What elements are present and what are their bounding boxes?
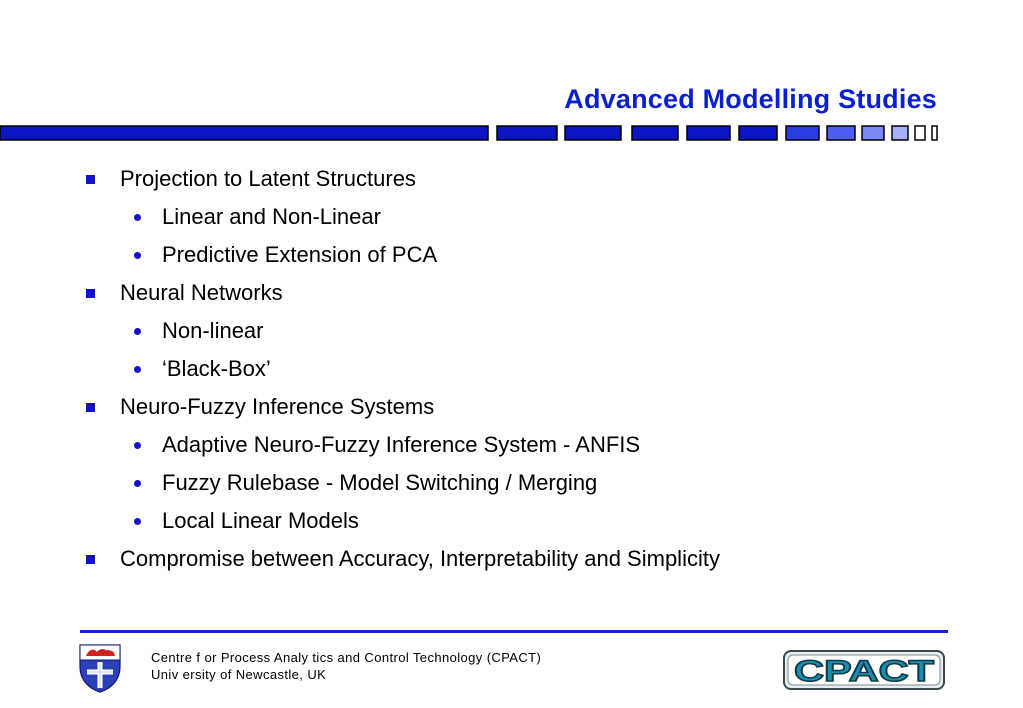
footer-divider: [80, 630, 948, 633]
round-bullet-icon: [134, 366, 141, 373]
title-decorative-bar: [0, 125, 1023, 143]
list-item: Non-linear: [0, 314, 1023, 352]
footer-organization: Centre f or Process Analy tics and Control Technology (CPACT): [151, 650, 542, 665]
square-bullet-icon: [86, 289, 95, 298]
list-item: Neuro-Fuzzy Inference Systems: [0, 390, 1023, 428]
list-item: Predictive Extension of PCA: [0, 238, 1023, 276]
list-item: Neural Networks: [0, 276, 1023, 314]
footer-university: Univ ersity of Newcastle, UK: [151, 667, 327, 682]
round-bullet-icon: [134, 328, 141, 335]
cpact-logo: [783, 650, 945, 690]
round-bullet-icon: [134, 252, 141, 259]
university-crest-icon: [78, 643, 122, 693]
list-item: ‘Black-Box’: [0, 352, 1023, 390]
list-item: Fuzzy Rulebase - Model Switching / Merging: [0, 466, 1023, 504]
round-bullet-icon: [134, 518, 141, 525]
list-item: Local Linear Models: [0, 504, 1023, 542]
round-bullet-icon: [134, 442, 141, 449]
cpact-logo-text: CPACT: [794, 655, 934, 688]
list-item: Linear and Non-Linear: [0, 200, 1023, 238]
square-bullet-icon: [86, 403, 95, 412]
list-item: Adaptive Neuro-Fuzzy Inference System - ANFIS: [0, 428, 1023, 466]
footer-text: [151, 649, 541, 683]
square-bullet-icon: [86, 555, 95, 564]
list-item: Compromise between Accuracy, Interpretability and Simplicity: [0, 542, 1023, 580]
round-bullet-icon: [134, 214, 141, 221]
slide-title: Advanced Modelling Studies: [564, 84, 937, 114]
square-bullet-icon: [86, 175, 95, 184]
round-bullet-icon: [134, 480, 141, 487]
bullet-list: [0, 162, 1023, 580]
list-item: Projection to Latent Structures: [0, 162, 1023, 200]
